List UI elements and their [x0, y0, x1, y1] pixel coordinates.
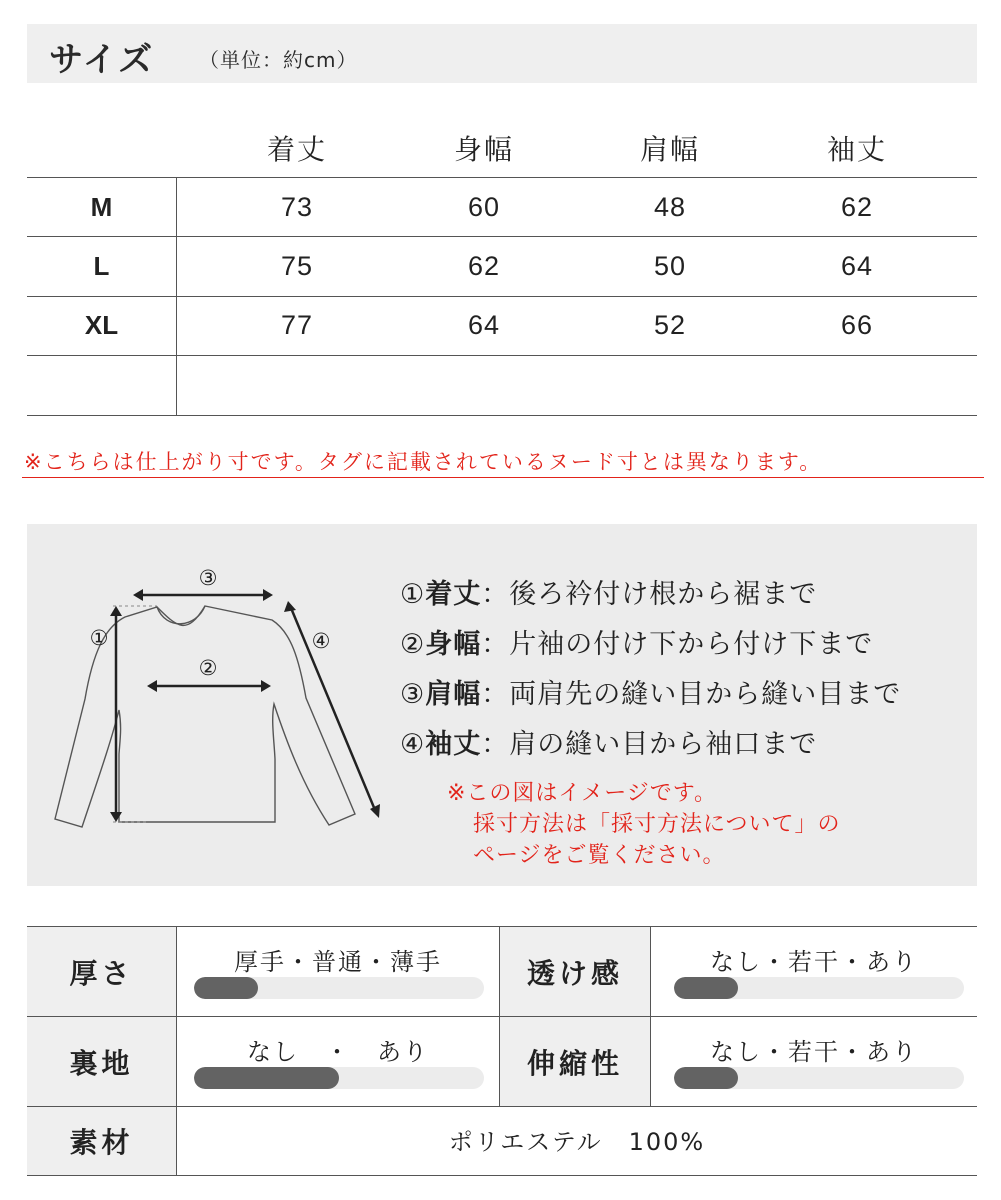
arrowhead: [147, 680, 157, 692]
legend-desc: ：片袖の付け下から付け下まで: [481, 629, 874, 660]
spec-label-material: 素材: [27, 1107, 176, 1175]
fabric-spec-table: [27, 926, 977, 1176]
spec-label-sheerness: 透け感: [500, 927, 650, 1016]
size-label-l: L: [93, 251, 110, 281]
stretch-level-bar: [674, 1067, 964, 1089]
unit-label: （単位：約cm）: [199, 48, 358, 72]
spec-options-thickness: 厚手・普通・薄手: [234, 948, 442, 976]
table-cell: 60: [467, 192, 501, 222]
legend-item: [400, 722, 817, 761]
diagram-note-line: 採寸方法は「採寸方法について」の: [473, 812, 841, 837]
legend-desc: ：後ろ衿付け根から裾まで: [481, 579, 818, 610]
arrowhead: [110, 812, 122, 822]
table-cell: 62: [840, 192, 874, 222]
lining-level-bar: [194, 1067, 484, 1089]
size-title: サイズ: [49, 40, 155, 80]
legend-item: [400, 672, 901, 711]
table-vertical-divider: [176, 177, 177, 416]
marker-3: ③: [198, 566, 218, 590]
col-header-sleeve-length: 袖丈: [826, 133, 887, 166]
table-vertical-divider: [499, 926, 500, 1106]
legend-key: 袖丈: [425, 729, 482, 760]
sheerness-level-fill: [674, 977, 738, 999]
table-divider: [27, 355, 977, 356]
marker-1: ①: [89, 626, 109, 650]
table-cell: 75: [280, 251, 314, 281]
size-note: ※こちらは仕上がり寸です。タグに記載されているヌード寸とは異なります。: [24, 450, 823, 474]
table-divider: [27, 415, 977, 416]
legend-number: ④: [400, 729, 426, 760]
spec-options-stretch: なし・若干・あり: [710, 1038, 918, 1066]
table-cell: 66: [840, 310, 874, 340]
diagram-note-line: ※この図はイメージです。: [447, 781, 718, 806]
arrowhead: [263, 589, 273, 601]
size-header: [27, 24, 977, 83]
stretch-level-fill: [674, 1067, 738, 1089]
table-cell: 64: [467, 310, 501, 340]
table-cell: 64: [840, 251, 874, 281]
legend-item: [400, 572, 817, 611]
material-value: ポリエステル 100%: [448, 1128, 706, 1156]
table-divider: [27, 296, 977, 297]
legend-key: 着丈: [425, 579, 482, 610]
arrowhead: [133, 589, 143, 601]
lining-level-fill: [194, 1067, 339, 1089]
legend-key: 身幅: [425, 629, 482, 660]
size-note-underline: [22, 477, 984, 478]
table-cell: 73: [280, 192, 314, 222]
legend-item: [400, 622, 873, 661]
table-divider: [27, 1175, 977, 1176]
col-header-body-width: 身幅: [453, 133, 514, 166]
spec-options-sheerness: なし・若干・あり: [710, 948, 918, 976]
legend-desc: ：両肩先の縫い目から縫い目まで: [481, 679, 902, 710]
arrowhead: [284, 601, 296, 612]
spec-label-stretch: 伸縮性: [500, 1017, 650, 1106]
arrowhead: [261, 680, 271, 692]
table-cell: 52: [653, 310, 687, 340]
shirt-diagram: [27, 524, 407, 886]
neckline: [157, 606, 205, 625]
legend-number: ①: [400, 579, 426, 610]
arrowhead: [110, 606, 122, 616]
table-divider: [27, 177, 977, 178]
measurement-diagram-panel: [27, 524, 977, 886]
col-header-shoulder-width: 肩幅: [639, 133, 700, 166]
thickness-level-fill: [194, 977, 258, 999]
marker-2: ②: [198, 656, 218, 680]
table-cell: 62: [467, 251, 501, 281]
thickness-level-bar: [194, 977, 484, 999]
table-cell: 50: [653, 251, 687, 281]
spec-label-thickness: 厚さ: [27, 927, 176, 1016]
marker-4: ④: [311, 629, 331, 653]
table-vertical-divider: [176, 926, 177, 1175]
table-vertical-divider: [650, 926, 651, 1106]
size-label-xl: XL: [84, 310, 119, 340]
sheerness-level-bar: [674, 977, 964, 999]
table-cell: 48: [653, 192, 687, 222]
table-cell: 77: [280, 310, 314, 340]
size-label-m: M: [90, 192, 113, 222]
arrowhead: [370, 804, 380, 818]
col-header-length: 着丈: [266, 133, 327, 166]
table-divider: [27, 236, 977, 237]
spec-options-lining: なし ・ あり: [247, 1038, 429, 1066]
legend-number: ③: [400, 679, 426, 710]
size-table: [27, 110, 977, 416]
legend-key: 肩幅: [425, 679, 482, 710]
spec-label-lining: 裏地: [27, 1017, 176, 1106]
diagram-note-line: ページをご覧ください。: [473, 843, 726, 868]
legend-number: ②: [400, 629, 426, 660]
legend-desc: ：肩の縫い目から袖口まで: [481, 729, 818, 760]
